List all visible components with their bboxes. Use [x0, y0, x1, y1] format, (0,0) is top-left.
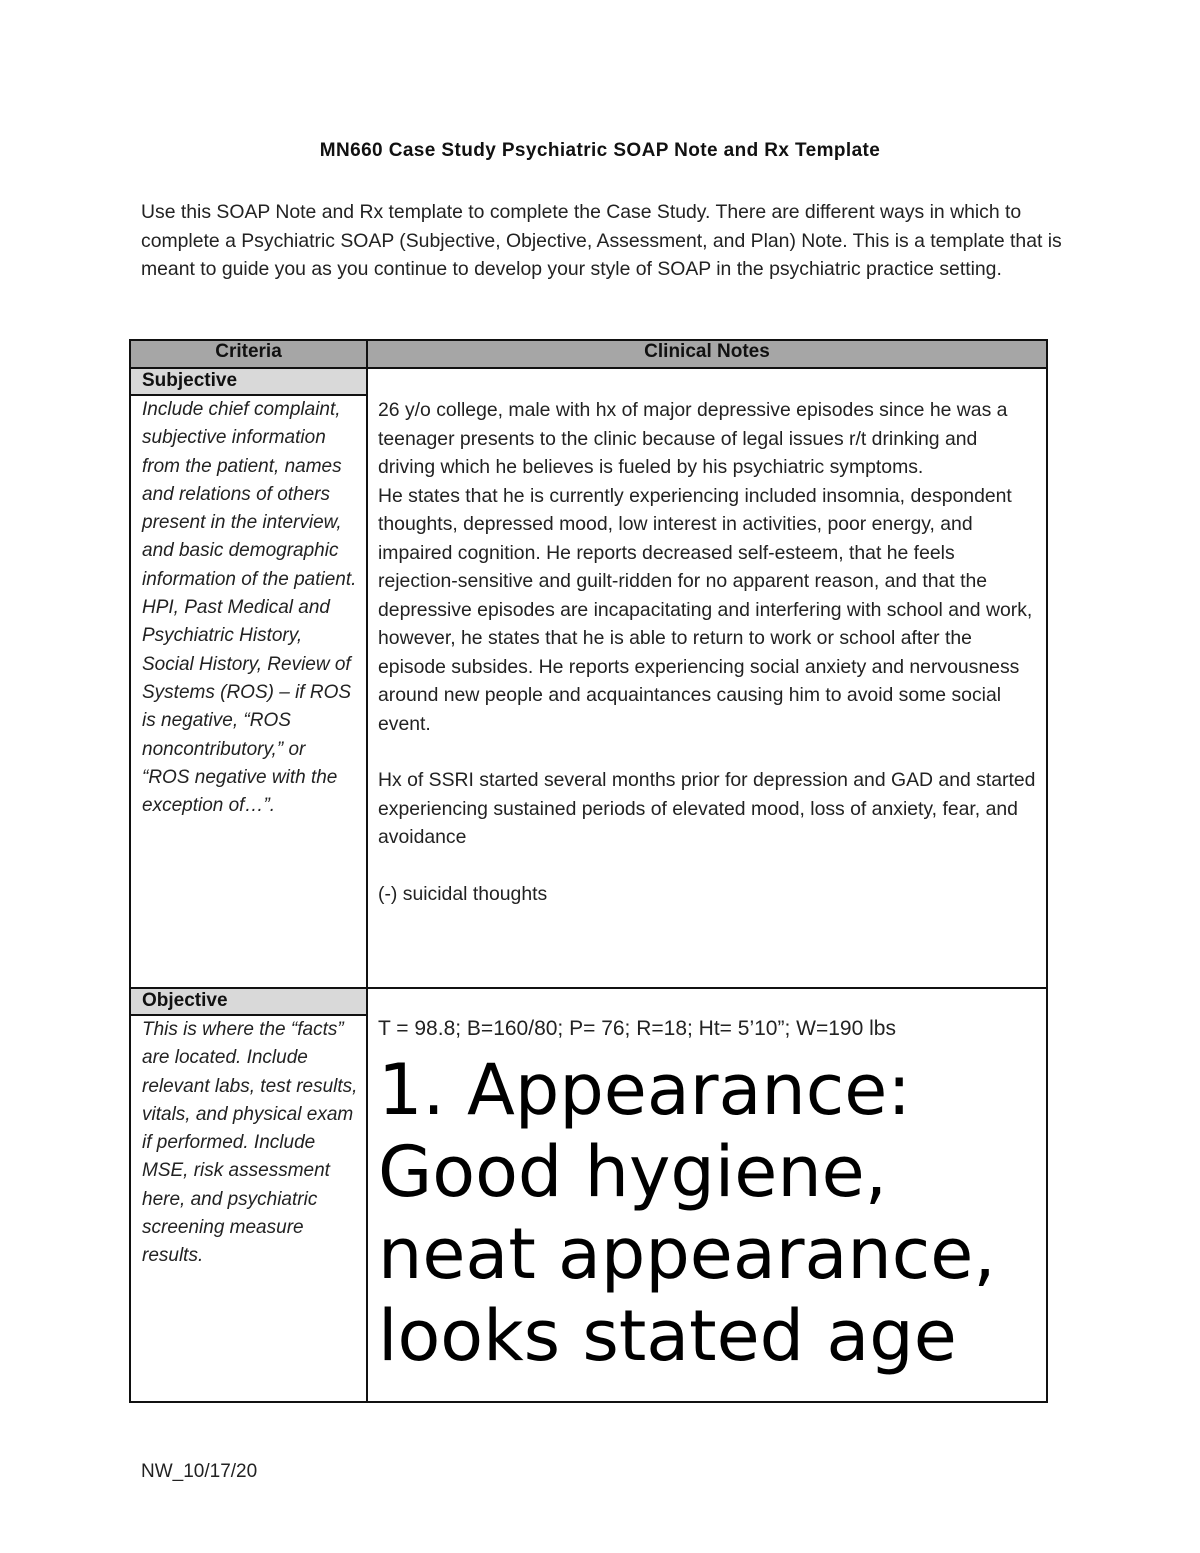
objective-label: Objective	[131, 989, 366, 1016]
subjective-label: Subjective	[131, 369, 366, 396]
objective-guide-text: This is where the “facts” are located. Include relevant labs, test results, vitals, and physical exam if performed. Include MSE, risk assessment here, and psychiatric screening measure results.	[142, 1019, 358, 1267]
subjective-notes-hpi: 26 y/o college, male with hx of major depressive episodes since he was a teenager presents to the clinic because of legal issues r/t drinking and driving which he believes is fueled by his psychiatric symptoms.	[378, 399, 1008, 478]
subjective-notes-symptoms: He states that he is currently experiencing included insomnia, despondent thoughts, depressed mood, low interest in activities, poor energy, and impaired cognition. He reports decreased self-esteem, that he feels rejection-sensitive and guilt-ridden for no apparent reason, and that the depressive episodes are incapacitating and interfering with school and work, however, he states that he is able to return to work or school after the episode subsides. He reports experiencing social anxiety and nervousness around new people and acquaintances causing him to avoid some social event.	[378, 484, 1033, 735]
objective-row	[130, 988, 1047, 1402]
footer-code: NW_10/17/20	[141, 1461, 258, 1482]
subjective-row	[130, 368, 1047, 988]
objective-notes-cell	[367, 988, 1047, 1402]
clinical-notes-header: Clinical Notes	[367, 340, 1047, 368]
subjective-guide-text: Include chief complaint, subjective information from the patient, names and relations of others present in the interview, and basic demographic information of the patient. HPI, Past Medical and Psychiatric History, Social History, Review of Systems (ROS) – if ROS is negative, “ROS noncontributory,” or “ROS negative with the exception of…”.	[142, 399, 357, 817]
subjective-notes-history: Hx of SSRI started several months prior for depression and GAD and started experiencing sustained periods of elevated mood, loss of anxiety, fear, and avoidance	[378, 769, 1036, 848]
document-title: MN660 Case Study Psychiatric SOAP Note and Rx Template	[319, 140, 881, 161]
subjective-notes	[368, 369, 1046, 908]
subjective-notes-cell	[367, 368, 1047, 988]
intro-paragraph: Use this SOAP Note and Rx template to complete the Case Study. There are different ways in which to complete a Psychiatric SOAP (Subjective, Objective, Assessment, and Plan) Note. This is a template that is meant to guide you as you continue to develop your style of SOAP in the psychiatric practice setting.	[141, 201, 1062, 280]
subjective-notes-suicidal: (-) suicidal thoughts	[378, 882, 548, 905]
table-header-row	[130, 340, 1047, 368]
soap-table	[129, 339, 1048, 1403]
criteria-header: Criteria	[130, 340, 367, 368]
subjective-criteria-cell	[130, 368, 367, 988]
appearance-text: 1. Appearance: Good hygiene, neat appearance, looks stated age	[378, 1049, 996, 1377]
vitals-line: T = 98.8; B=160/80; P= 76; R=18; Ht= 5’10”; W=190 lbs	[378, 1017, 896, 1040]
objective-criteria-cell	[130, 988, 367, 1402]
